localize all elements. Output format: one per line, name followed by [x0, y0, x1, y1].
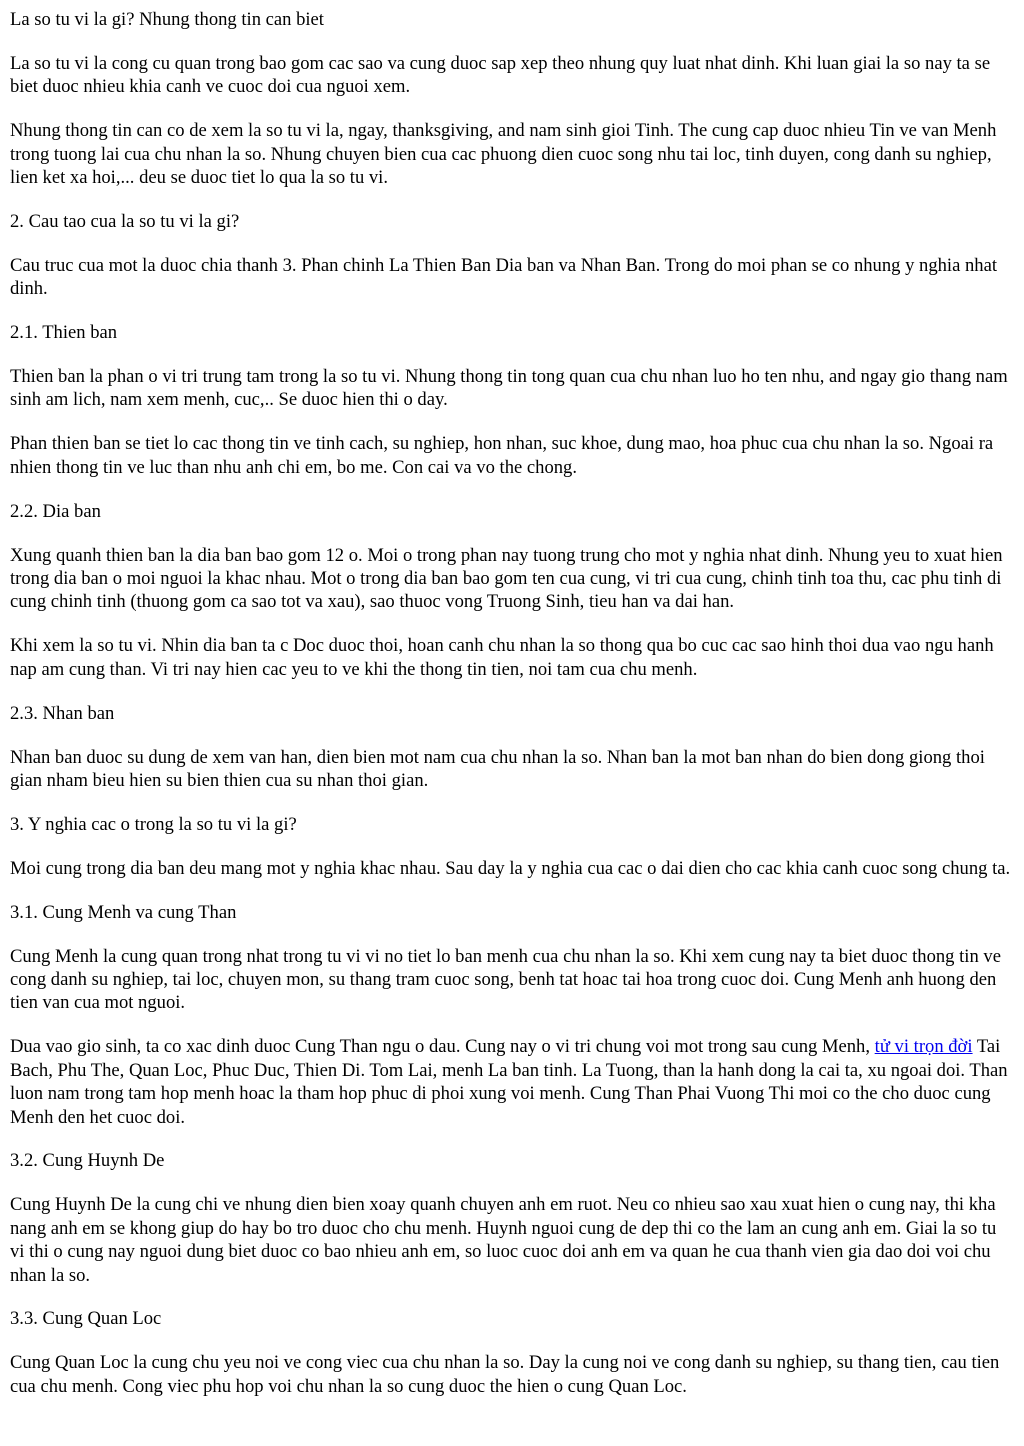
section-heading: 3.3. Cung Quan Loc	[10, 1308, 162, 1330]
section-heading: 3.2. Cung Huynh De	[10, 1150, 165, 1172]
paragraph-with-link	[10, 1035, 1012, 1129]
paragraph: Thien ban la phan o vi tri trung tam trong la so tu vi. Nhung thong tin tong quan cua chu nhan luo ho ten nhu, and ngay gio thang nam sinh am lich, nam xem menh, cuc,.. Se duoc hien thi o day.	[10, 366, 1008, 411]
section-heading: 3.1. Cung Menh va cung Than	[10, 901, 237, 923]
paragraph: Cung Menh la cung quan trong nhat trong tu vi vi no tiet lo ban menh cua chu nhan la so. Khi xem cung nay ta biet duoc thong tin ve cong danh su nghiep, tai loc, chuyen mon, su thang tram cuoc song, benh tat hoac tai hoa trong cuoc doi. Cung Menh anh huong den tien van cua mot nguoi.	[10, 945, 1001, 1014]
paragraph-text: Dua vao gio sinh, ta co xac dinh duoc Cung Than ngu o dau. Cung nay o vi tri chung voi mot trong sau cung Menh,	[10, 1036, 875, 1058]
paragraph: Phan thien ban se tiet lo cac thong tin ve tinh cach, su nghiep, hon nhan, suc khoe, dung mao, hoa phuc cua chu nhan la so. Ngoai ra nhien thong tin ve luc than nhu anh chi em, bo me. Con cai va vo the chong.	[10, 433, 994, 478]
paragraph: Moi cung trong dia ban deu mang mot y nghia khac nhau. Sau day la y nghia cua cac o dai dien cho cac khia canh cuoc song chung ta.	[10, 857, 1011, 879]
section-heading: 3. Y nghia cac o trong la so tu vi la gi?	[10, 813, 297, 835]
document-title: La so tu vi la gi? Nhung thong tin can biet	[10, 9, 324, 30]
paragraph: Nhan ban duoc su dung de xem van han, dien bien mot nam cua chu nhan la so. Nhan ban la mot ban nhan do bien dong giong thoi gian nham bieu hien su bien thien cua su nhan thoi gian.	[10, 746, 985, 791]
paragraph: Nhung thong tin can co de xem la so tu vi la, ngay, thanksgiving, and nam sinh gioi Tinh. The cung cap duoc nhieu Tin ve van Menh trong tuong lai cua chu nhan la so. Nhung chuyen bien cua cac phuong dien cuoc song nhu tai loc, tinh duyen, cong danh su nghiep, lien ket xa hoi,... deu se duoc tiet lo qua la so tu vi.	[10, 120, 997, 189]
paragraph: Khi xem la so tu vi. Nhin dia ban ta c Doc duoc thoi, hoan canh chu nhan la so thong qua bo cuc cac sao hinh thoi dua vao ngu hanh nap am cung than. Vi tri nay hien cac yeu to ve khi the thong tin tien, noi tam cua chu menh.	[10, 635, 994, 680]
paragraph: Xung quanh thien ban la dia ban bao gom 12 o. Moi o trong phan nay tuong trung cho mot y nghia nhat dinh. Nhung yeu to xuat hien trong dia ban o moi nguoi la khac nhau. Mot o trong dia ban bao gom ten cua cung, vi tri cua cung, chinh tinh toa thu, cac phu tinh di cung chinh tinh (thuong gom ca sao tot va xau), sao thuoc vong Truong Sinh, tieu han va dai han.	[10, 544, 1003, 613]
section-heading: 2. Cau tao cua la so tu vi la gi?	[10, 210, 240, 232]
section-heading: 2.2. Dia ban	[10, 500, 101, 522]
section-heading: 2.3. Nhan ban	[10, 702, 115, 724]
tu-vi-tron-doi-link[interactable]: tử vi trọn đời	[874, 1036, 973, 1058]
paragraph: Cung Huynh De la cung chi ve nhung dien bien xoay quanh chuyen anh em ruot. Neu co nhieu sao xau xuat hien o cung nay, thi kha nang anh em se khong giup do hay bo tro duoc cho chu menh. Huynh nguoi cung de dep thi co the lam an cung anh em. Giai la so tu vi thi o cung nay nguoi dung biet duoc co bao nhieu anh em, so luoc cuoc doi anh em va quan he cua thanh vien gia dao doi voi chu nhan la so.	[10, 1194, 997, 1286]
paragraph: Cau truc cua mot la duoc chia thanh 3. Phan chinh La Thien Ban Dia ban va Nhan Ban. Trong do moi phan se co nhung y nghia nhat dinh.	[10, 254, 997, 300]
section-heading: 2.1. Thien ban	[10, 322, 118, 344]
paragraph-text: Tai Bach, Phu The, Quan Loc, Phuc Duc, Thien Di. Tom Lai, menh La ban tinh. La Tuong, than la hanh dong la cai ta, xu ngoai doi. Than luon nam trong tam hop menh hoac la tham hop phuc di phoi xung voi menh. Cung Than Phai Vuong Thi moi co the cho duoc cung Menh den het cuoc doi.	[10, 1036, 1008, 1128]
intro-paragraph: La so tu vi la cong cu quan trong bao gom cac sao va cung duoc sap xep theo nhung quy luat nhat dinh. Khi luan giai la so nay ta se biet duoc nhieu khia canh ve cuoc doi cua nguoi xem.	[10, 52, 991, 98]
paragraph: Cung Quan Loc la cung chu yeu noi ve cong viec cua chu nhan la so. Day la cung noi ve cong danh su nghiep, su thang tien, cau tien cua chu menh. Cong viec phu hop voi chu nhan la so cung duoc the hien o cung Quan Loc.	[10, 1352, 1000, 1397]
